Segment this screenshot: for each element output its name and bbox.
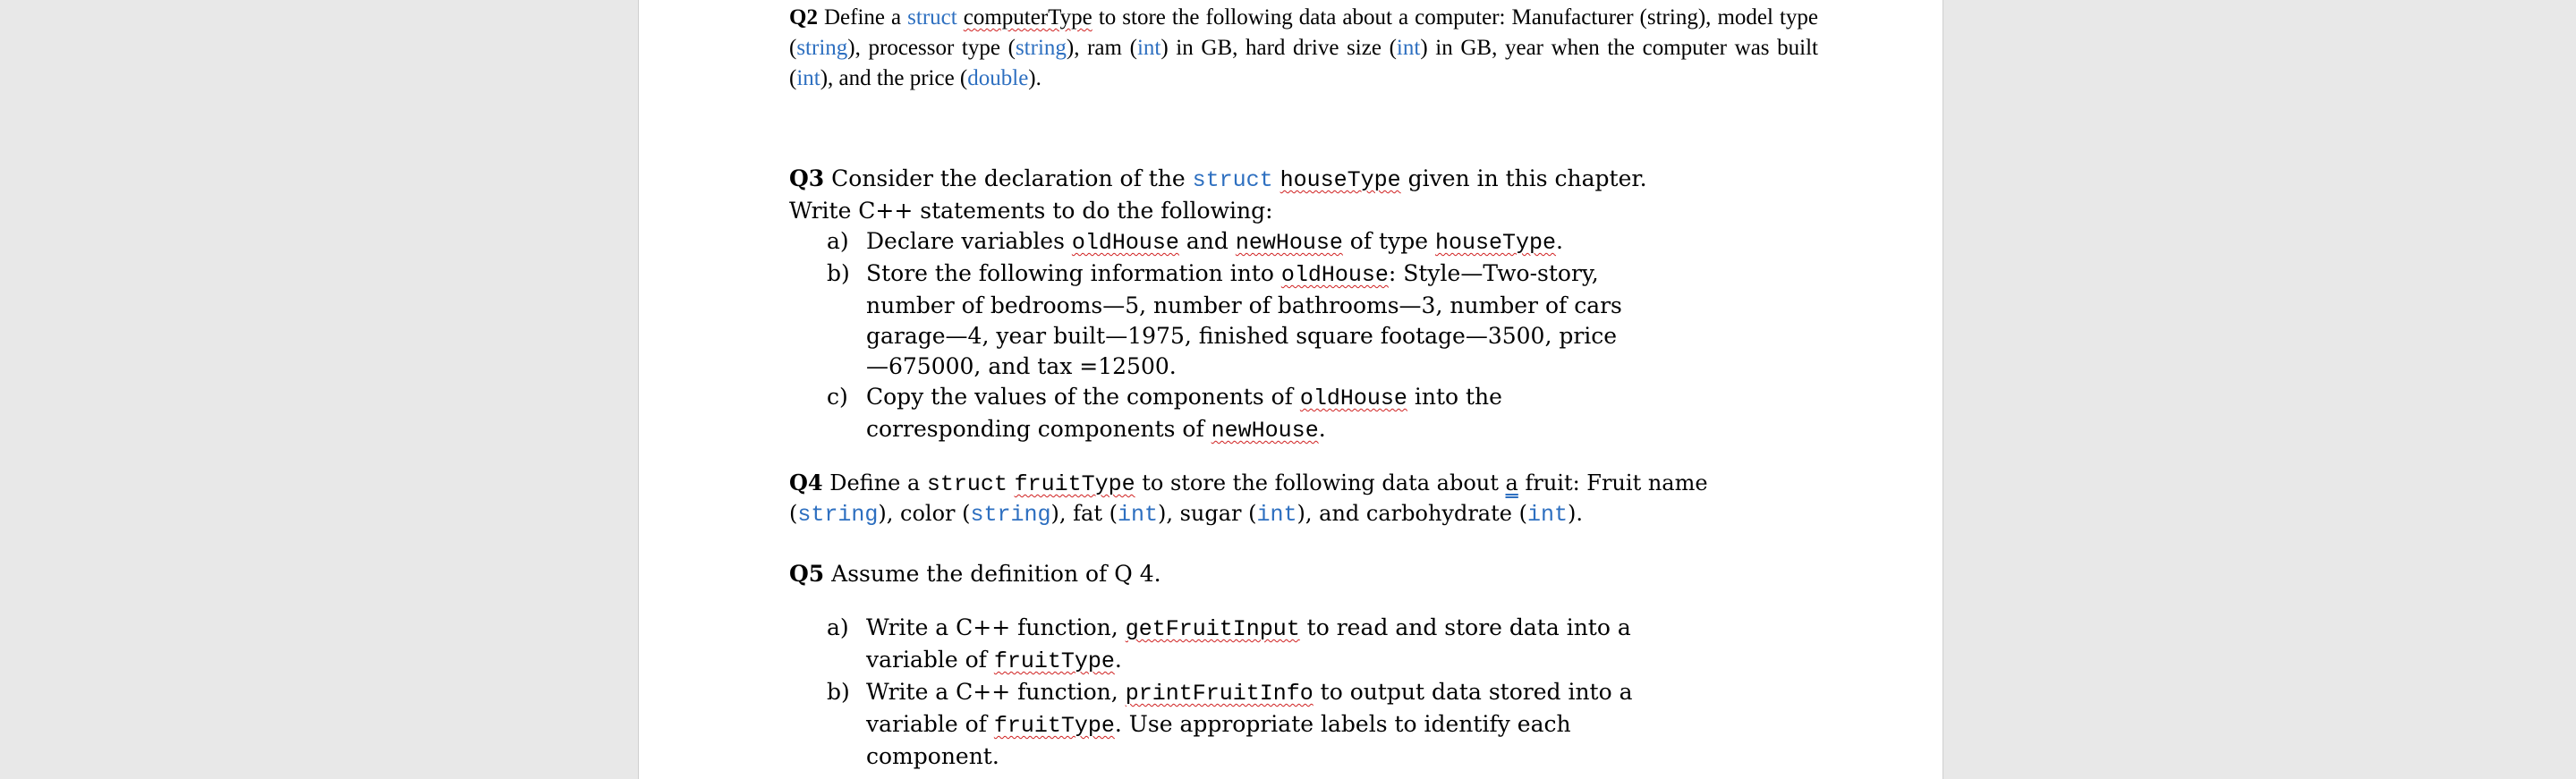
- code-identifier: oldHouse: [1071, 230, 1179, 256]
- item-text: .: [1114, 647, 1122, 673]
- item-text: Write a C++ function,: [866, 679, 1126, 705]
- code-identifier: fruitType: [993, 648, 1115, 674]
- q2-text: ), and the price (: [820, 66, 968, 90]
- item-text: to read and store data into a variable of: [866, 614, 1631, 673]
- struct-name: computerType: [963, 5, 1092, 30]
- q5-label: Q5: [789, 561, 825, 587]
- code-identifier: printFruitInfo: [1125, 681, 1314, 707]
- document-page: [638, 0, 1943, 779]
- keyword-int: int: [1117, 502, 1158, 528]
- question-5: [789, 559, 1702, 772]
- list-item: [789, 258, 1702, 382]
- list-marker: c): [827, 384, 848, 410]
- item-text: .: [1556, 228, 1563, 254]
- q2-text: to store the following data about a computer: Manufacturer (string), model type (: [789, 5, 1818, 60]
- code-identifier: getFruitInput: [1125, 616, 1300, 642]
- q2-text: ), processor type (: [847, 36, 1016, 60]
- keyword-int: int: [1396, 36, 1421, 60]
- item-text: .: [1318, 416, 1326, 442]
- q3-intro: [789, 164, 1702, 226]
- item-text: Copy the values of the components of: [866, 384, 1300, 410]
- keyword-int: int: [796, 66, 820, 90]
- code-identifier: houseType: [1434, 230, 1557, 256]
- question-2: [789, 3, 1818, 94]
- list-item: [789, 382, 1702, 446]
- q4-text: to store the following data about: [1135, 470, 1506, 495]
- code-identifier: fruitType: [993, 713, 1115, 739]
- item-text: of type: [1342, 228, 1435, 254]
- keyword-int: int: [1136, 36, 1161, 60]
- list-marker: a): [827, 228, 849, 254]
- item-text: Declare variables: [866, 228, 1072, 254]
- list-item: [789, 613, 1702, 677]
- list-marker: b): [827, 260, 850, 286]
- keyword-int: int: [1256, 502, 1297, 528]
- space: [1273, 165, 1280, 191]
- code-identifier: oldHouse: [1280, 262, 1389, 288]
- item-text: Write a C++ function,: [866, 614, 1126, 640]
- item-text: into the corresponding components of: [866, 384, 1502, 442]
- code-identifier: newHouse: [1211, 418, 1319, 444]
- q4-text: ), sugar (: [1157, 501, 1257, 526]
- grammar-flag: a: [1505, 470, 1518, 495]
- question-3: [789, 164, 1702, 446]
- q4-text: ), fat (: [1050, 501, 1118, 526]
- q2-text: ), ram (: [1066, 36, 1137, 60]
- q3-list: [789, 226, 1702, 446]
- q4-label: Q4: [789, 470, 823, 495]
- list-marker: b): [827, 679, 850, 705]
- q3-text: given in this chapter. Write C++ statements to do the following:: [789, 165, 1647, 224]
- q4-text: Define a: [822, 470, 927, 495]
- keyword-struct: struct: [926, 471, 1007, 497]
- keyword-double: double: [967, 66, 1029, 90]
- space: [957, 5, 964, 30]
- q2-label: Q2: [789, 5, 818, 30]
- q4-text: ).: [1567, 501, 1583, 526]
- q5-text: Assume the definition of Q 4.: [824, 561, 1161, 587]
- code-identifier: oldHouse: [1299, 385, 1407, 411]
- list-marker: a): [827, 614, 849, 640]
- struct-name: fruitType: [1014, 471, 1135, 497]
- question-4: [789, 469, 1818, 529]
- keyword-struct: struct: [1192, 167, 1273, 193]
- item-text: to output data stored into a variable of: [866, 679, 1633, 737]
- item-text: Store the following information into: [866, 260, 1281, 286]
- q4-text: fruit: Fruit name (: [789, 470, 1708, 526]
- space: [1007, 470, 1015, 495]
- keyword-struct: struct: [907, 5, 957, 30]
- list-item: [789, 226, 1702, 258]
- item-text: . Use appropriate labels to identify each component.: [866, 711, 1571, 769]
- q5-list: [789, 613, 1702, 772]
- q2-text: Define a: [817, 5, 908, 30]
- q3-text: Consider the declaration of the: [824, 165, 1193, 191]
- list-item: [789, 677, 1702, 772]
- keyword-string: string: [970, 502, 1051, 528]
- item-text: : Style—Two-story, number of bedrooms—5, number of bathrooms—3, number of cars garage—4, year built—1975, finished square footage—3500, price—675000, and tax =12500.: [866, 260, 1622, 379]
- q2-text: ) in GB, hard drive size (: [1160, 36, 1397, 60]
- q2-text: ) in GB, year when the computer was built (: [789, 36, 1818, 90]
- q3-label: Q3: [789, 165, 825, 191]
- q4-text: ), and carbohydrate (: [1297, 501, 1527, 526]
- keyword-string: string: [797, 502, 879, 528]
- q4-text: ), color (: [878, 501, 971, 526]
- keyword-int: int: [1526, 502, 1568, 528]
- keyword-string: string: [796, 36, 848, 60]
- item-text: and: [1178, 228, 1236, 254]
- keyword-string: string: [1015, 36, 1067, 60]
- struct-name: houseType: [1279, 167, 1401, 193]
- q5-intro: [789, 559, 1702, 589]
- q2-text: ).: [1028, 66, 1041, 90]
- code-identifier: newHouse: [1235, 230, 1343, 256]
